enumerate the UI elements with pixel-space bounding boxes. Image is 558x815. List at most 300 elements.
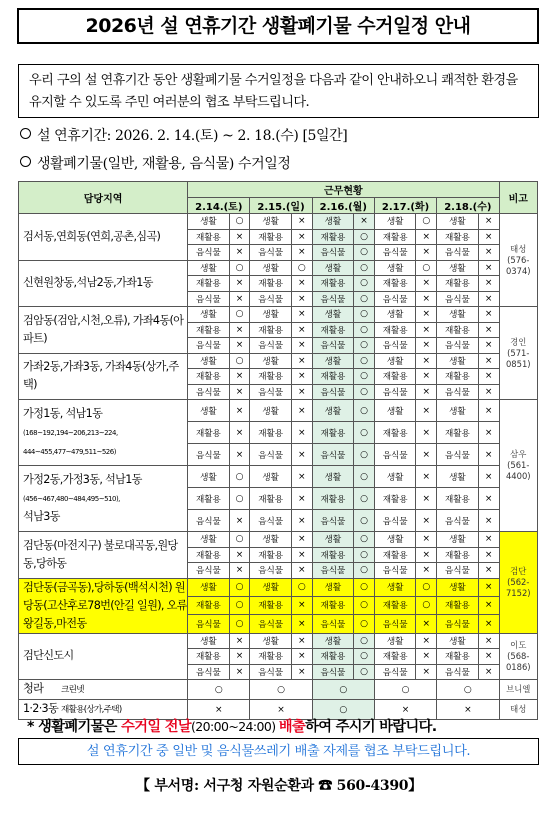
mark-cell: ×: [478, 615, 499, 633]
mark-cell: ×: [291, 444, 312, 466]
mark-cell: ×: [229, 369, 250, 385]
type-cell: 음식물: [374, 291, 416, 307]
type-cell: 음식물: [374, 384, 416, 400]
type-cell: 재활용: [312, 322, 354, 338]
mark-cell: ×: [291, 245, 312, 261]
area-cell: [19, 578, 188, 633]
type-cell: 음식물: [437, 563, 479, 579]
mark-cell: ×: [291, 633, 312, 649]
mark-cell: ○: [291, 260, 312, 276]
area-cell: [19, 353, 188, 400]
type-cell: 재활용: [188, 547, 230, 563]
type-cell: 생활: [437, 400, 479, 422]
type-cell: 생활: [312, 353, 354, 369]
type-cell: 생활: [188, 466, 230, 488]
type-cell: 음식물: [188, 615, 230, 633]
type-cell: 재활용: [250, 369, 292, 385]
type-cell: 음식물: [312, 563, 354, 579]
type-cell: 생활: [374, 466, 416, 488]
type-cell: 음식물: [250, 563, 292, 579]
type-cell: 음식물: [188, 510, 230, 532]
mark-cell: ×: [291, 422, 312, 444]
mark-cell: ×: [478, 547, 499, 563]
type-cell: 재활용: [437, 649, 479, 665]
area-name: 검서동,연희동(연희,공촌,심곡): [23, 229, 161, 243]
type-cell: 생활: [437, 260, 479, 276]
mark-cell: ×: [416, 664, 437, 680]
type-cell: 재활용: [250, 488, 292, 510]
type-cell: 생활: [250, 578, 292, 596]
type-cell: 생활: [374, 400, 416, 422]
type-cell: 생활: [374, 260, 416, 276]
type-cell: 재활용: [437, 596, 479, 614]
mark-cell: ○: [354, 291, 375, 307]
mark-cell: ○: [354, 532, 375, 548]
mark-cell: ×: [291, 384, 312, 400]
type-cell: 생활: [374, 307, 416, 323]
type-cell: 생활: [188, 214, 230, 230]
type-cell: 음식물: [188, 664, 230, 680]
type-cell: 생활: [374, 532, 416, 548]
type-cell: 음식물: [188, 245, 230, 261]
type-cell: 재활용: [250, 649, 292, 665]
department-contact: 【 부서명: 서구청 자원순환과 ☎ 560-4390】: [136, 778, 422, 794]
note-header: 비고: [499, 182, 537, 214]
mark-cell: ○: [416, 596, 437, 614]
type-cell: 재활용: [437, 422, 479, 444]
mark-cell: ○: [229, 578, 250, 596]
mark-cell: ×: [416, 532, 437, 548]
mark-cell: ×: [291, 664, 312, 680]
mark-cell: ×: [354, 214, 375, 230]
mark-cell: ×: [478, 229, 499, 245]
intro-box: 우리 구의 설 연휴기간 동안 생활폐기물 수거일정을 다음과 같이 안내하오니 쾌적한 환경을 유지할 수 있도록 주민 여러분의 협조 부탁드립니다.: [18, 64, 539, 118]
type-cell: 생활: [250, 532, 292, 548]
mark-cell: ×: [229, 649, 250, 665]
mark-cell: ×: [478, 276, 499, 292]
table-row: [19, 633, 538, 649]
mark-cell: ○: [354, 563, 375, 579]
type-cell: 재활용: [437, 369, 479, 385]
mark-cell: ○: [229, 615, 250, 633]
mark-cell: ×: [291, 369, 312, 385]
type-cell: 음식물: [437, 615, 479, 633]
type-cell: 생활: [188, 578, 230, 596]
area-name: 검단동(금곡동),당하동(백석시천) 원당동(고산후로78번(안길 일원), 오류왕길동,마전동: [23, 580, 187, 630]
mark-cell: ×: [291, 466, 312, 488]
type-cell: 음식물: [374, 563, 416, 579]
type-cell: 음식물: [250, 615, 292, 633]
type-cell: 재활용: [374, 596, 416, 614]
type-cell: 재활용: [250, 422, 292, 444]
mark-cell: ×: [416, 649, 437, 665]
type-cell: 생활: [188, 353, 230, 369]
area-header: 담당지역: [19, 182, 188, 214]
type-cell: 생활: [437, 466, 479, 488]
mark-cell: ×: [478, 307, 499, 323]
mark-cell: ×: [291, 291, 312, 307]
type-cell: 재활용: [374, 369, 416, 385]
mark-cell: ×: [291, 488, 312, 510]
mark-cell: ○: [354, 276, 375, 292]
area-cell: [19, 214, 188, 261]
schedule-text: 생활폐기물(일반, 재활용, 음식물) 수거일정: [37, 156, 291, 172]
special-area-label: 청라: [23, 682, 44, 695]
special-area-label: 1·2·3동: [23, 702, 59, 715]
notice-suffix: 하여 주시기 바랍니다.: [305, 719, 437, 735]
date-header: 2.15.(일): [250, 198, 312, 214]
mark-cell: ×: [416, 353, 437, 369]
circle-bullet-icon: [20, 156, 31, 167]
mark-cell: ×: [229, 422, 250, 444]
mark-cell: ×: [437, 700, 499, 720]
type-cell: 음식물: [312, 615, 354, 633]
special-type-label: 재활용(상가,주택): [61, 705, 122, 715]
mark-cell: ×: [291, 563, 312, 579]
mark-cell: ×: [478, 338, 499, 354]
type-cell: 재활용: [374, 547, 416, 563]
type-cell: 음식물: [188, 563, 230, 579]
notice-time: (20:00~24:00): [191, 719, 279, 734]
table-row: [19, 400, 538, 422]
area-extra: 석남3동: [23, 510, 60, 523]
type-cell: 생활: [312, 466, 354, 488]
type-cell: 재활용: [312, 369, 354, 385]
type-cell: 생활: [312, 260, 354, 276]
note-cell: 삼우 (561-4400): [499, 400, 537, 532]
notice-emph-dispose: 배출: [278, 719, 306, 735]
mark-cell: ×: [478, 466, 499, 488]
schedule-table: [18, 181, 538, 720]
mark-cell: ○: [354, 322, 375, 338]
type-cell: 재활용: [437, 229, 479, 245]
mark-cell: ×: [416, 307, 437, 323]
mark-cell: ×: [291, 547, 312, 563]
mark-cell: ×: [478, 488, 499, 510]
type-cell: 음식물: [312, 245, 354, 261]
table-row: [19, 466, 538, 488]
mark-cell: ○: [229, 353, 250, 369]
area-name: 검단신도시: [23, 649, 74, 663]
mark-cell: ×: [416, 369, 437, 385]
type-cell: 생활: [437, 578, 479, 596]
note-cell: 이도 (568-0186): [499, 633, 537, 680]
type-cell: 생활: [250, 353, 292, 369]
type-cell: 음식물: [374, 444, 416, 466]
special-area-cell: [19, 680, 188, 700]
mark-cell: ×: [478, 649, 499, 665]
mark-cell: ×: [229, 510, 250, 532]
mark-cell: ×: [291, 214, 312, 230]
type-cell: 생활: [250, 466, 292, 488]
type-cell: 생활: [374, 578, 416, 596]
mark-cell: ○: [229, 260, 250, 276]
type-cell: 음식물: [250, 245, 292, 261]
mark-cell: ○: [354, 615, 375, 633]
type-cell: 재활용: [250, 547, 292, 563]
special-type-label: 크린넷: [61, 685, 84, 695]
note-cell: 검단 (562-7152): [499, 532, 537, 634]
mark-cell: ×: [416, 338, 437, 354]
mark-cell: ×: [478, 664, 499, 680]
mark-cell: ×: [229, 547, 250, 563]
mark-cell: ○: [416, 260, 437, 276]
type-cell: 음식물: [437, 664, 479, 680]
type-cell: 재활용: [250, 322, 292, 338]
mark-cell: ×: [416, 400, 437, 422]
type-cell: 재활용: [437, 488, 479, 510]
type-cell: 음식물: [250, 444, 292, 466]
mark-cell: ×: [291, 615, 312, 633]
mark-cell: ×: [478, 400, 499, 422]
type-cell: 생활: [437, 353, 479, 369]
type-cell: 생활: [437, 307, 479, 323]
type-cell: 음식물: [312, 384, 354, 400]
type-cell: 생활: [188, 260, 230, 276]
mark-cell: ○: [354, 649, 375, 665]
mark-cell: ○: [374, 680, 436, 700]
area-cell: [19, 633, 188, 680]
mark-cell: ○: [354, 384, 375, 400]
mark-cell: ○: [354, 307, 375, 323]
area-cell: [19, 307, 188, 354]
mark-cell: ○: [354, 444, 375, 466]
cooperation-notice: 설 연휴기간 중 일반 및 음식물쓰레기 배출 자제를 협조 부탁드립니다.: [18, 738, 539, 765]
mark-cell: ×: [291, 532, 312, 548]
mark-cell: ×: [229, 322, 250, 338]
type-cell: 재활용: [312, 488, 354, 510]
mark-cell: ×: [229, 664, 250, 680]
mark-cell: ×: [478, 384, 499, 400]
type-cell: 재활용: [312, 649, 354, 665]
notice-emph-day: 수거일 전날: [121, 719, 192, 735]
mark-cell: ×: [291, 510, 312, 532]
mark-cell: ×: [229, 229, 250, 245]
mark-cell: ×: [478, 563, 499, 579]
mark-cell: ○: [354, 596, 375, 614]
type-cell: 생활: [188, 633, 230, 649]
type-cell: 생활: [188, 532, 230, 548]
type-cell: 재활용: [374, 422, 416, 444]
type-cell: 재활용: [312, 229, 354, 245]
type-cell: 음식물: [437, 291, 479, 307]
type-cell: 재활용: [188, 596, 230, 614]
mark-cell: ○: [354, 633, 375, 649]
date-header: 2.17.(화): [374, 198, 436, 214]
type-cell: 생활: [312, 532, 354, 548]
type-cell: 생활: [312, 400, 354, 422]
mark-cell: ×: [291, 353, 312, 369]
mark-cell: ×: [478, 322, 499, 338]
mark-cell: ×: [416, 322, 437, 338]
type-cell: 재활용: [250, 229, 292, 245]
mark-cell: ○: [354, 369, 375, 385]
type-cell: 재활용: [374, 322, 416, 338]
mark-cell: ×: [416, 510, 437, 532]
table-row: [19, 214, 538, 230]
mark-cell: ○: [354, 260, 375, 276]
notice-line: [27, 716, 437, 736]
area-detail: (168~192,194~206,213~224, 444~455,477~479,511~526): [23, 428, 118, 456]
type-cell: 재활용: [312, 422, 354, 444]
mark-cell: ×: [374, 700, 436, 720]
table-row: [19, 680, 538, 700]
mark-cell: ×: [291, 649, 312, 665]
area-detail: (456~467,480~484,495~510),: [23, 495, 120, 503]
type-cell: 음식물: [437, 338, 479, 354]
type-cell: 음식물: [312, 664, 354, 680]
table-row: [19, 260, 538, 276]
mark-cell: ○: [354, 422, 375, 444]
type-cell: 음식물: [188, 291, 230, 307]
mark-cell: ○: [416, 578, 437, 596]
mark-cell: ×: [229, 400, 250, 422]
type-cell: 생활: [437, 532, 479, 548]
type-cell: 음식물: [250, 510, 292, 532]
type-cell: 재활용: [250, 596, 292, 614]
mark-cell: ○: [354, 664, 375, 680]
mark-cell: ×: [416, 229, 437, 245]
type-cell: 재활용: [437, 547, 479, 563]
note-cell: 태성: [499, 700, 537, 720]
period-text: 설 연휴기간: 2026. 2. 14.(토) ~ 2. 18.(수) [5일간]: [37, 128, 348, 144]
mark-cell: ○: [437, 680, 499, 700]
mark-cell: ×: [478, 510, 499, 532]
table-row: [19, 532, 538, 548]
type-cell: 생활: [250, 307, 292, 323]
mark-cell: ×: [416, 444, 437, 466]
type-cell: 재활용: [437, 322, 479, 338]
mark-cell: ○: [354, 353, 375, 369]
note-cell: 브니엘: [499, 680, 537, 700]
type-cell: 재활용: [188, 276, 230, 292]
mark-cell: ○: [354, 400, 375, 422]
type-cell: 재활용: [188, 229, 230, 245]
type-cell: 음식물: [188, 384, 230, 400]
mark-cell: ○: [229, 532, 250, 548]
mark-cell: ×: [416, 422, 437, 444]
mark-cell: ○: [229, 488, 250, 510]
mark-cell: ×: [291, 596, 312, 614]
area-name: 신현원창동,석남2동,가좌1동: [23, 276, 153, 290]
date-header: 2.18.(수): [437, 198, 499, 214]
type-cell: 음식물: [188, 444, 230, 466]
mark-cell: ○: [188, 680, 250, 700]
mark-cell: ○: [354, 488, 375, 510]
type-cell: 음식물: [312, 291, 354, 307]
mark-cell: ×: [416, 291, 437, 307]
area-name: 가정2동,가정3동, 석남1동: [23, 473, 142, 486]
type-cell: 재활용: [374, 649, 416, 665]
circle-bullet-icon: [20, 128, 31, 139]
type-cell: 음식물: [374, 510, 416, 532]
mark-cell: ×: [416, 633, 437, 649]
table-row: [19, 307, 538, 323]
mark-cell: ×: [291, 229, 312, 245]
type-cell: 생활: [374, 214, 416, 230]
mark-cell: ×: [229, 633, 250, 649]
mark-cell: ×: [478, 578, 499, 596]
type-cell: 음식물: [437, 245, 479, 261]
area-cell: [19, 400, 188, 466]
type-cell: 생활: [312, 307, 354, 323]
type-cell: 음식물: [374, 615, 416, 633]
type-cell: 음식물: [437, 510, 479, 532]
type-cell: 생활: [312, 214, 354, 230]
type-cell: 음식물: [374, 245, 416, 261]
note-cell: 태성 (576-0374): [499, 214, 537, 307]
mark-cell: ×: [291, 307, 312, 323]
type-cell: 생활: [312, 633, 354, 649]
type-cell: 재활용: [437, 276, 479, 292]
type-cell: 재활용: [188, 422, 230, 444]
type-cell: 생활: [437, 633, 479, 649]
type-cell: 음식물: [250, 664, 292, 680]
type-cell: 재활용: [312, 596, 354, 614]
type-cell: 재활용: [312, 547, 354, 563]
type-cell: 재활용: [250, 276, 292, 292]
area-cell: [19, 532, 188, 579]
type-cell: 생활: [188, 400, 230, 422]
mark-cell: ○: [354, 338, 375, 354]
mark-cell: ×: [291, 400, 312, 422]
mark-cell: ×: [478, 596, 499, 614]
type-cell: 재활용: [374, 488, 416, 510]
type-cell: 음식물: [250, 384, 292, 400]
mark-cell: ○: [354, 578, 375, 596]
mark-cell: ○: [312, 680, 374, 700]
type-cell: 재활용: [374, 229, 416, 245]
mark-cell: ×: [416, 466, 437, 488]
type-cell: 음식물: [437, 384, 479, 400]
mark-cell: ○: [229, 466, 250, 488]
mark-cell: ×: [478, 633, 499, 649]
mark-cell: ○: [229, 214, 250, 230]
type-cell: 음식물: [312, 510, 354, 532]
type-cell: 재활용: [312, 276, 354, 292]
type-cell: 음식물: [312, 338, 354, 354]
mark-cell: ×: [416, 488, 437, 510]
mark-cell: ×: [478, 353, 499, 369]
type-cell: 음식물: [374, 338, 416, 354]
area-name: 검단동(마전지구) 불로대곡동,원당동,당하동: [23, 538, 178, 570]
type-cell: 음식물: [312, 444, 354, 466]
mark-cell: ○: [354, 229, 375, 245]
area-name: 가좌2동,가좌3동, 가좌4동(상가,주택): [23, 360, 179, 392]
type-cell: 음식물: [437, 444, 479, 466]
type-cell: 재활용: [188, 488, 230, 510]
mark-cell: ×: [229, 384, 250, 400]
mark-cell: ○: [354, 510, 375, 532]
type-cell: 재활용: [374, 276, 416, 292]
mark-cell: ×: [416, 245, 437, 261]
mark-cell: ×: [229, 291, 250, 307]
mark-cell: ×: [478, 422, 499, 444]
mark-cell: ×: [416, 276, 437, 292]
work-header: 근무현황: [188, 182, 499, 198]
schedule-bullet: [20, 153, 290, 173]
type-cell: 음식물: [250, 338, 292, 354]
mark-cell: ○: [416, 214, 437, 230]
type-cell: 생활: [250, 260, 292, 276]
type-cell: 재활용: [188, 649, 230, 665]
mark-cell: ○: [229, 596, 250, 614]
mark-cell: ×: [291, 276, 312, 292]
type-cell: 음식물: [374, 664, 416, 680]
mark-cell: ×: [478, 369, 499, 385]
mark-cell: ×: [229, 444, 250, 466]
mark-cell: ×: [229, 276, 250, 292]
